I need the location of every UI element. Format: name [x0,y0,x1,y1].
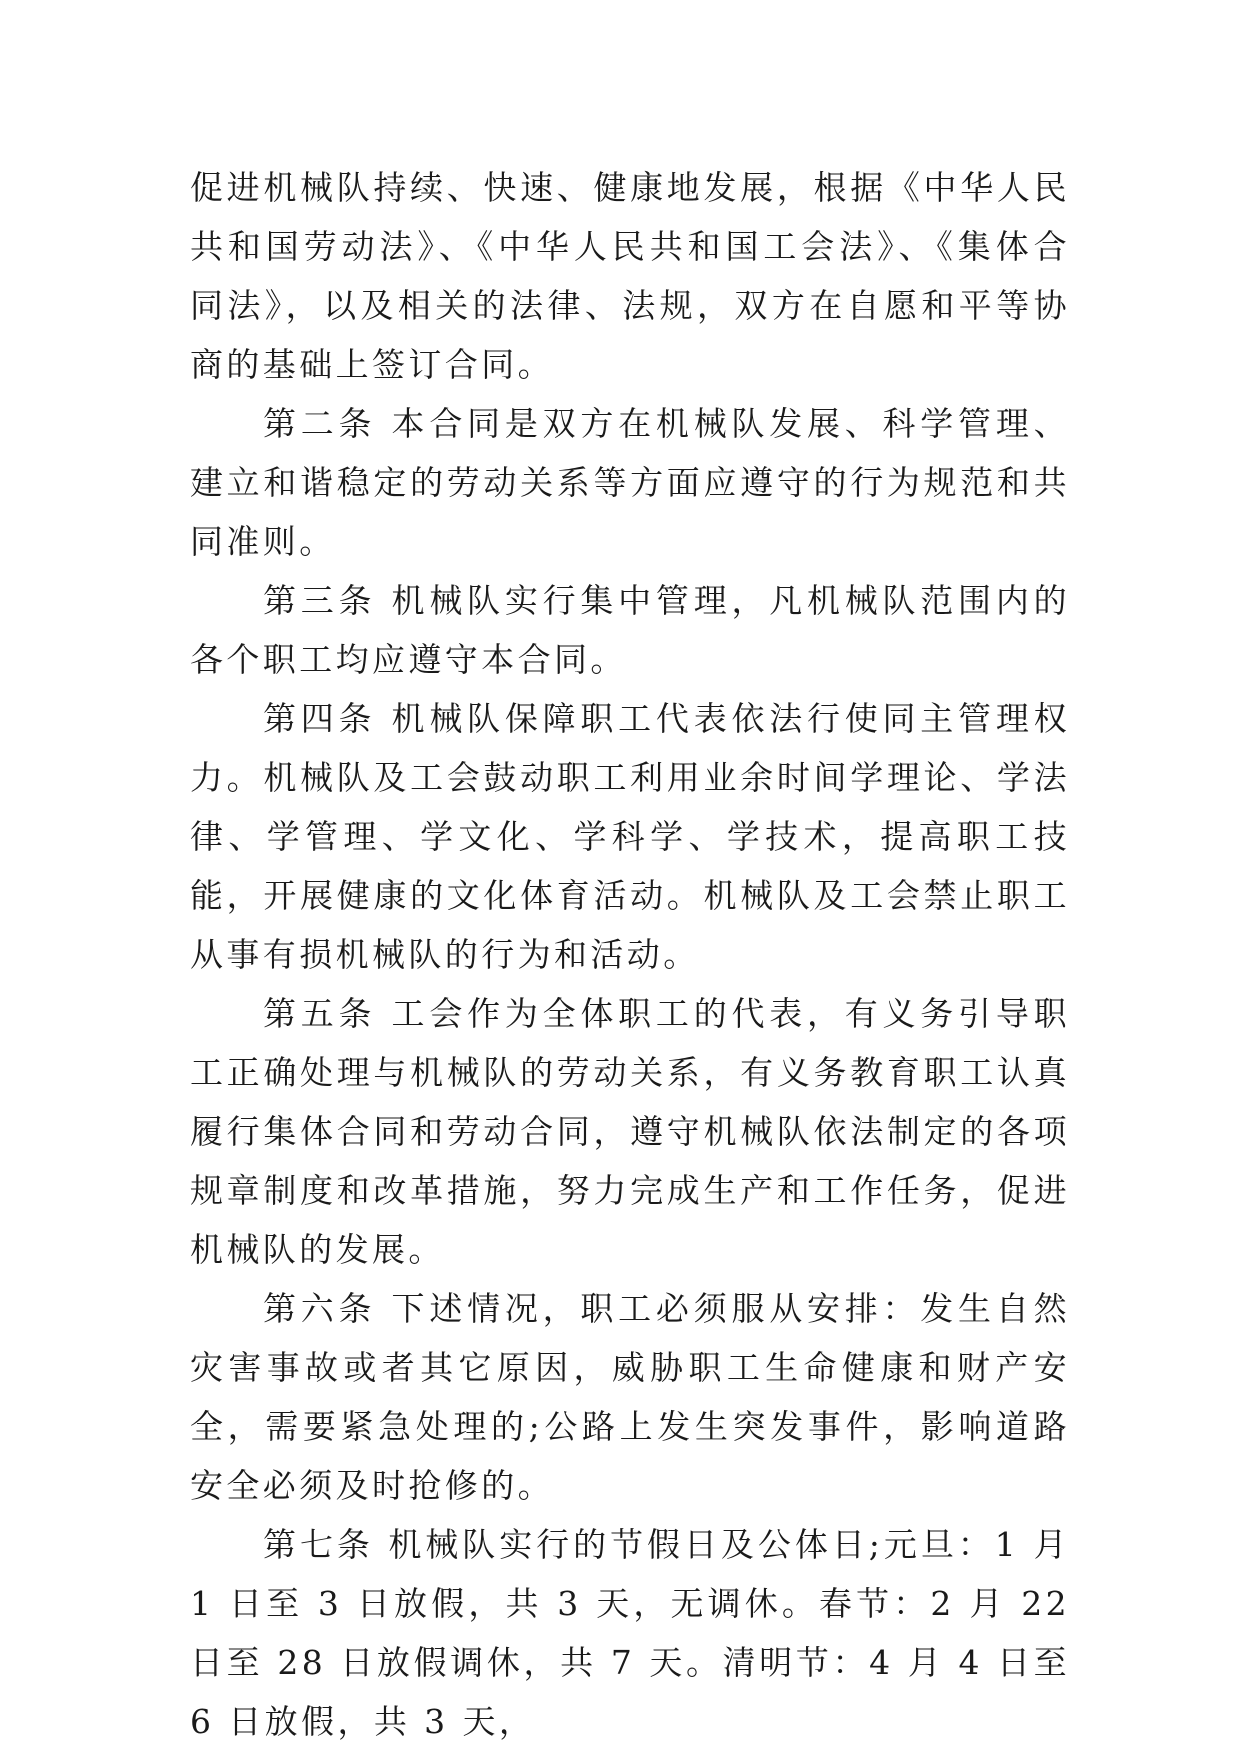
paragraph-article-4: 第四条 机械队保障职工代表依法行使同主管理权力。机械队及工会鼓动职工利用业余时间学理论、学法律、学管理、学文化、学科学、学技术，提高职工技能，开展健康的文化体育活动。机械队及工会禁止职工从事有损机械队的行为和活动。 [190,699,1070,974]
paragraph-intro-continuation: 促进机械队持续、快速、健康地发展，根据《中华人民共和国劳动法》、《中华人民共和国工会法》、《集体合同法》，以及相关的法律、法规，双方在自愿和平等协商的基础上签订合同。 [190,168,1070,384]
paragraph-article-2: 第二条 本合同是双方在机械队发展、科学管理、建立和谐稳定的劳动关系等方面应遵守的行为规范和共同准则。 [190,404,1070,561]
document-body [190,158,1070,1751]
paragraph-article-6: 第六条 下述情况，职工必须服从安排：发生自然灾害事故或者其它原因，威胁职工生命健康和财产安全，需要紧急处理的;公路上发生突发事件，影响道路安全必须及时抢修的。 [190,1289,1070,1505]
paragraph-article-3: 第三条 机械队实行集中管理，凡机械队范围内的各个职工均应遵守本合同。 [190,581,1070,679]
paragraph-article-7: 第七条 机械队实行的节假日及公体日;元旦：1 月 1 日至 3 日放假，共 3 天，无调休。春节：2 月 22 日至 28 日放假调休，共 7 天。清明节：4 月 4 日至 6 日放假，共 3 天， [190,1525,1070,1741]
paragraph-article-5: 第五条 工会作为全体职工的代表，有义务引导职工正确处理与机械队的劳动关系，有义务教育职工认真履行集体合同和劳动合同，遵守机械队依法制定的各项规章制度和改革措施，努力完成生产和工作任务，促进机械队的发展。 [190,994,1070,1269]
